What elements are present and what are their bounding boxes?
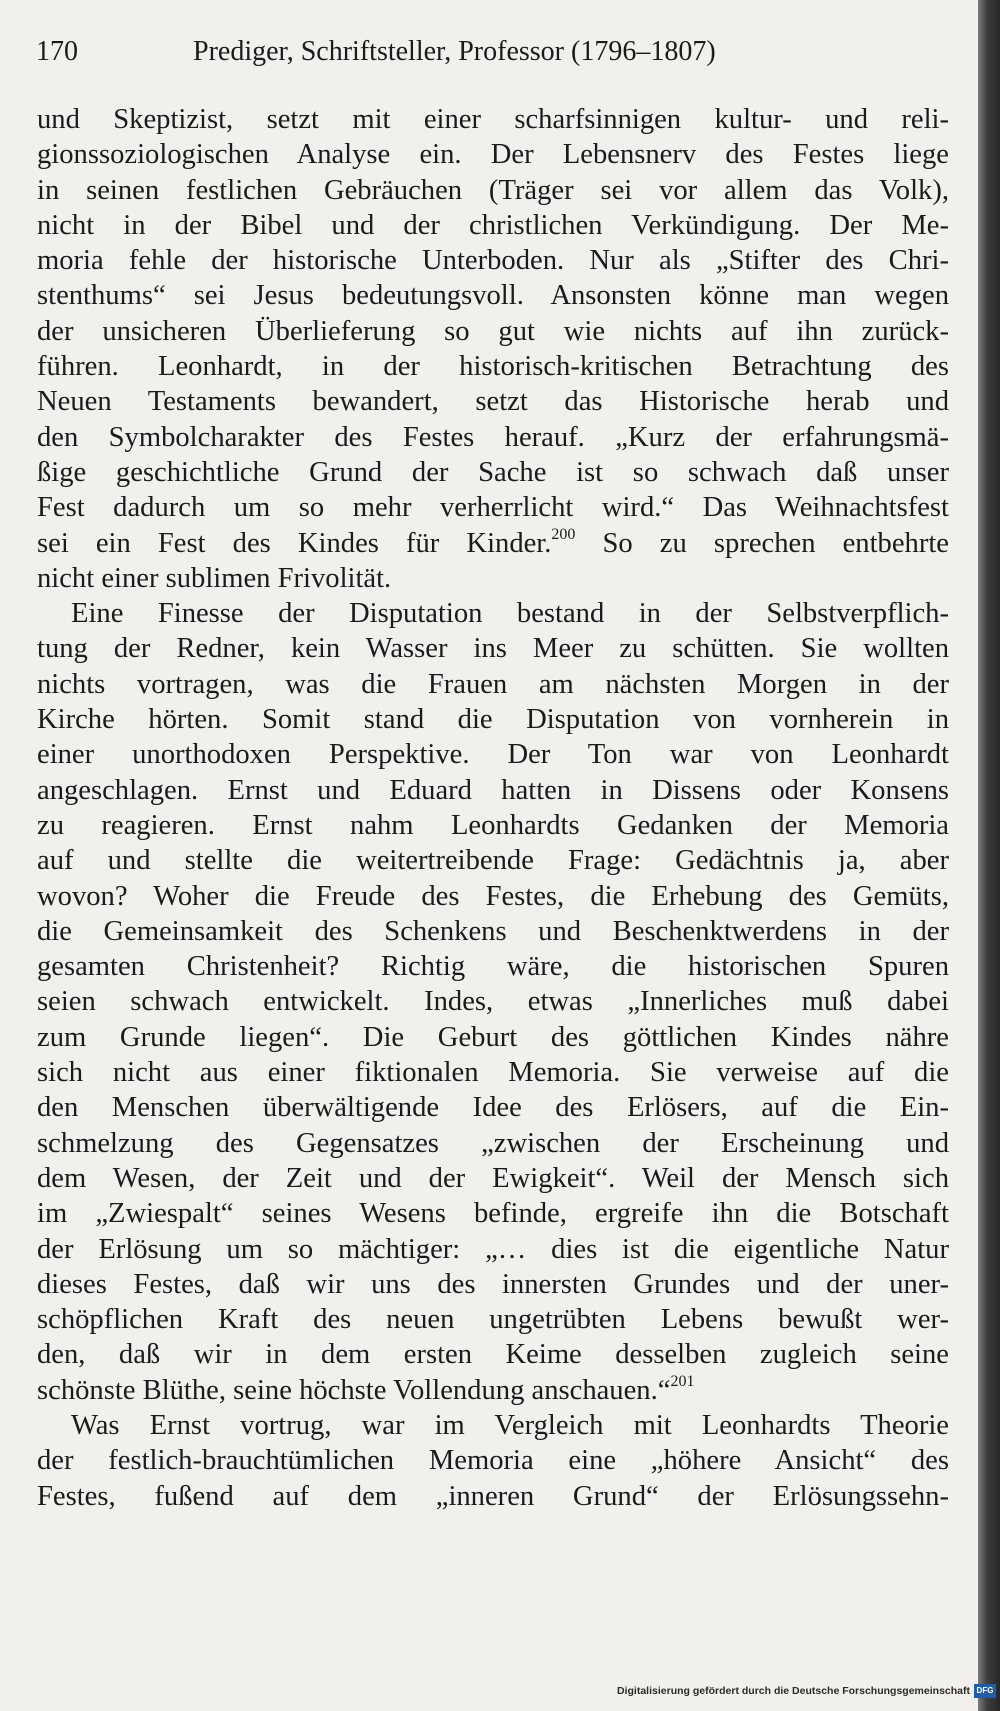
text-line: den Menschen überwältigende Idee des Erlösers, auf die Ein- <box>37 1092 949 1124</box>
text-line: der Erlösung um so mächtiger: „… dies ist die eigentliche Natur <box>37 1233 949 1265</box>
text-line: der festlich-brauchtümlichen Memoria eine „höhere Ansicht“ des <box>37 1445 949 1477</box>
text-line: tung der Redner, kein Wasser ins Meer zu schütten. Sie wollten <box>37 633 949 665</box>
text-line: schöpflichen Kraft des neuen ungetrübten Lebens bewußt wer- <box>37 1304 949 1336</box>
text-line: zum Grunde liegen“. Die Geburt des göttlichen Kindes nähre <box>37 1021 949 1053</box>
text-line: gionssoziologischen Analyse ein. Der Lebensnerv des Festes liege <box>37 139 949 171</box>
text-line: angeschlagen. Ernst und Eduard hatten in Dissens oder Konsens <box>37 774 949 806</box>
text-line: schmelzung des Gegensatzes „zwischen der Erscheinung und <box>37 1127 949 1159</box>
text-line: wovon? Woher die Freude des Festes, die Erhebung des Gemüts, <box>37 880 949 912</box>
text-line: dem Wesen, der Zeit und der Ewigkeit“. Weil der Mensch sich <box>37 1162 949 1194</box>
text-line: zu reagieren. Ernst nahm Leonhardts Gedanken der Memoria <box>37 809 949 841</box>
text-line: Festes, fußend auf dem „inneren Grund“ der Erlösungssehn- <box>37 1480 949 1512</box>
text-line: sich nicht aus einer fiktionalen Memoria. Sie verweise auf die <box>37 1057 949 1089</box>
text-line: die Gemeinsamkeit des Schenkens und Beschenktwerdens in der <box>37 915 949 947</box>
dfg-logo: DFG <box>974 1684 996 1698</box>
text-line: moria fehle der historische Unterboden. Nur als „Stifter des Chri- <box>37 245 949 277</box>
text-line-with-footnote <box>37 526 949 561</box>
text-line: stenthums“ sei Jesus bedeutungsvoll. Ansonsten könne man wegen <box>37 280 949 312</box>
page-number: 170 <box>36 36 78 67</box>
text-line: nicht einer sublimen Frivolität. <box>37 562 392 594</box>
text-line: und Skeptizist, setzt mit einer scharfsinnigen kultur- und reli- <box>37 104 949 135</box>
text-line: seien schwach entwickelt. Indes, etwas „Innerliches muß dabei <box>37 986 949 1018</box>
line-text: sei ein Fest des Kindes für Kinder. <box>37 527 552 559</box>
text-line: auf und stellte die weitertreibende Frage: Gedächtnis ja, aber <box>37 845 949 877</box>
text-line: den, daß wir in dem ersten Keime desselben zugleich seine <box>37 1339 949 1371</box>
running-head <box>36 32 796 72</box>
text-line: Neuen Testaments bewandert, setzt das Historische herab und <box>37 386 949 418</box>
scan-edge-shadow <box>978 0 1000 1711</box>
text-line: ßige geschichtliche Grund der Sache ist so schwach daß unser <box>37 456 949 488</box>
text-line: nicht in der Bibel und der christlichen Verkündigung. Der Me- <box>37 209 949 241</box>
line-text-continued: So zu sprechen entbehrte <box>575 527 949 559</box>
footnote-marker-200: 200 <box>551 525 576 543</box>
text-line: Fest dadurch um so mehr verherrlicht wird.“ Das Weihnachtsfest <box>37 492 949 524</box>
text-line: führen. Leonhardt, in der historisch-kritischen Betrachtung des <box>37 351 949 383</box>
text-line: im „Zwiespalt“ seines Wesens befinde, ergreife ihn die Botschaft <box>37 1198 949 1230</box>
digitization-credit: Digitalisierung gefördert durch die Deutsche Forschungsgemeinschaft <box>617 1685 970 1697</box>
text-line: den Symbolcharakter des Festes herauf. „Kurz der erfahrungsmä- <box>37 421 949 453</box>
text-line: einer unorthodoxen Perspektive. Der Ton war von Leonhardt <box>37 739 949 771</box>
footnote-marker-201: 201 <box>670 1372 695 1390</box>
text-line-with-footnote <box>37 1373 949 1408</box>
text-line: gesamten Christenheit? Richtig wäre, die historischen Spuren <box>37 951 949 983</box>
line-text: schönste Blüthe, seine höchste Vollendung anschauen.“ <box>37 1374 671 1406</box>
text-line: nichts vortragen, was die Frauen am nächsten Morgen in der <box>37 668 949 700</box>
running-title: Prediger, Schriftsteller, Professor (1796–1807) <box>193 36 716 67</box>
text-line: Was Ernst vortrug, war im Vergleich mit Leonhardts Theorie <box>71 1409 949 1441</box>
text-line: der unsicheren Überlieferung so gut wie nichts auf ihn zurück- <box>37 315 949 347</box>
text-line: dieses Festes, daß wir uns des innersten Grundes und der uner- <box>37 1268 949 1300</box>
text-line: Kirche hörten. Somit stand die Disputation von vornherein in <box>37 704 949 736</box>
text-line: Eine Finesse der Disputation bestand in der Selbstverpflich- <box>71 598 949 630</box>
body-text <box>37 102 949 1514</box>
text-line: in seinen festlichen Gebräuchen (Träger sei vor allem das Volk), <box>37 174 949 206</box>
